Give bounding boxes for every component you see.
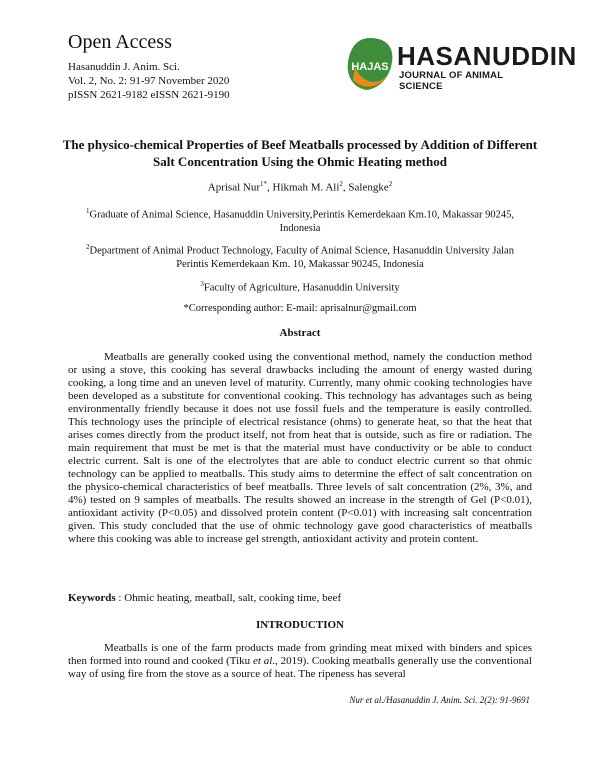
corresponding-author: *Corresponding author: E-mail: aprisalnur@gmail.com bbox=[183, 303, 417, 314]
author-sup: 1* bbox=[260, 180, 267, 188]
affiliation-1: $^1$Graduate of Animal Science, Hasanuddin University,Perintis Kemerdekaan Km.10, Makassar 90245, Indonesia bbox=[86, 207, 514, 234]
page-footer-citation: Nur et al./Hasanuddin J. Anim. Sci. 2(2): 91-9691 bbox=[349, 695, 530, 705]
author-name: Salengke bbox=[348, 181, 389, 194]
volume-info: Vol. 2, No. 2: 91-97 November 2020 bbox=[68, 75, 230, 87]
hajas-emblem-icon bbox=[345, 36, 395, 92]
affiliation-3: $^3$Faculty of Agriculture, Hasanuddin University bbox=[200, 280, 400, 294]
introduction-heading: INTRODUCTION bbox=[255, 619, 344, 631]
introduction-text: Meatballs is one of the farm products made from grinding meat mixed with binders and spices then formed into round and cooked (Tiku et al., 2019). Cooking meatballs generally use the conventional way of using fire from the stove as a source of heat. The ripeness has several bbox=[68, 642, 532, 680]
keywords-list: : Ohmic heating, meatball, salt, cooking time, beef bbox=[115, 592, 342, 604]
keywords-label: Keywords bbox=[68, 592, 116, 604]
journal-short-name: Hasanuddin J. Anim. Sci. bbox=[68, 61, 180, 73]
issn-info: pISSN 2621-9182 eISSN 2621-9190 bbox=[68, 89, 230, 101]
author-name: Hikmah M. Ali bbox=[272, 181, 340, 194]
author-sup: 2 bbox=[339, 180, 343, 188]
author-sup: 2 bbox=[388, 180, 393, 188]
logo-emblem-text: HAJAS bbox=[351, 61, 389, 73]
paper-title: The physico-chemical Properties of Beef Meatballs processed by Addition of Different Salt Concentration Using the Ohmic Heating method bbox=[62, 137, 538, 169]
open-access-label: Open Access bbox=[68, 31, 172, 53]
author-name: Aprisal Nur bbox=[207, 181, 260, 194]
abstract-heading: Abstract bbox=[279, 327, 321, 339]
affiliation-2: $^2$Department of Animal Product Technology, Faculty of Animal Science, Hasanuddin University Jalan Perintis Kemerdekaan Km. 10, Makassar 90245, Indonesia bbox=[86, 243, 514, 270]
keywords bbox=[68, 592, 532, 604]
journal-logo bbox=[345, 36, 577, 92]
logo-name: HASANUDDIN bbox=[397, 41, 577, 71]
journal-header bbox=[68, 30, 230, 102]
logo-subtitle: JOURNAL OF ANIMAL SCIENCE bbox=[399, 70, 504, 92]
abstract-text: Meatballs are generally cooked using the conventional method, namely the conduction method or using a stove, this cooking has several drawbacks including the amount of energy wasted during cooking, a long time and an uneven level of maturity. Currently, many ohmic cooking technologies have been developed as a substitute for conventional cooking. This technology has advantages such as being environmentally friendly because it does not use fossil fuels and the temperature is easily controlled. This technology uses the principle of electrical resistance (ohms) to generate heat, so that the heat that arises comes directly from the product itself, not from heat that is outside, such as fire or radiation. The main requirement that must be met is that the material must have conductivity or be able to conduct electric current. Salt is one of the electrolytes that are able to conduct electric current so that ohmic technology can be applied to meatballs. This study aims to determine the effect of salt concentration on the physico-chemical characteristics of beef meatballs. Three levels of salt concentration (2%, 3%, and 4%) tested on 9 samples of meatballs. The results showed an increase in the strength of Gel (P<0.01), antioxidant activity (P<0.05) and dissolved protein content (P<0.01) with increasing salt concentration given. This study concluded that the use of ohmic technology gave good characteristics of meatballs where this cooking was able to increase gel strength, antioxidant activity and protein content. bbox=[68, 351, 532, 545]
author-list: Aprisal Nur$^{1*}$, Hikmah M. Ali$^2$, Salengke$^2$ bbox=[207, 180, 393, 194]
